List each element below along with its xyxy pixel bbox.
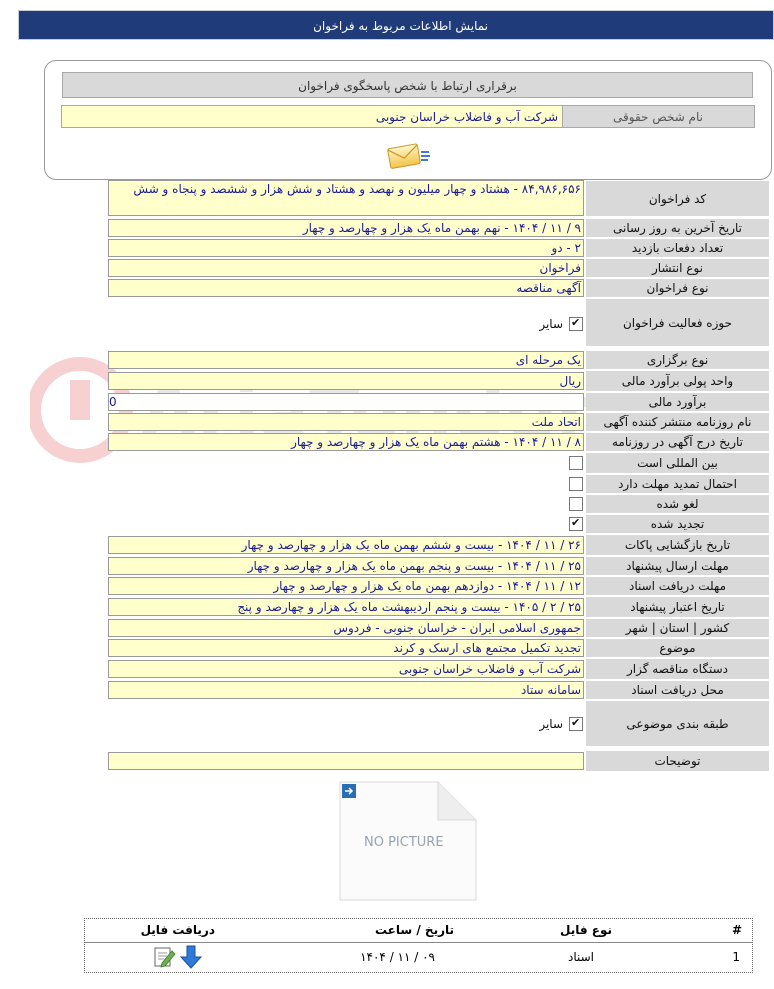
row-last-update bbox=[108, 218, 769, 238]
location-value: جمهوری اسلامی ایران - خراسان جنوبی - فردوس bbox=[108, 619, 584, 637]
row-extension bbox=[108, 474, 769, 494]
newspaper-label: نام روزنامه منتشر کننده آگهی bbox=[586, 413, 769, 432]
row-publish-type bbox=[108, 258, 769, 278]
row-documents-place bbox=[108, 680, 769, 700]
files-header-download: دریافت فایل bbox=[140, 923, 215, 937]
row-proposal-validity bbox=[108, 596, 769, 618]
visits-value: ۲ - دو bbox=[108, 239, 584, 257]
envelope-opening-label: تاریخ بازگشایی پاکات bbox=[586, 535, 769, 556]
proposal-validity-label: تاریخ اعتبار پیشنهاد bbox=[586, 597, 769, 618]
newspaper-value: اتحاد ملت bbox=[108, 413, 584, 431]
row-location bbox=[108, 618, 769, 638]
documents-place-label: محل دریافت اسناد bbox=[586, 681, 769, 700]
table-row bbox=[85, 943, 752, 973]
proposal-validity-value: ۲۵ / ۲ / ۱۴۰۵ - بیست و پنجم اردیبهشت ماه یک هزار و چهارصد و پنج bbox=[108, 598, 584, 616]
files-header-datetime: تاریخ / ساعت bbox=[374, 923, 454, 937]
publish-type-value: فراخوان bbox=[108, 259, 584, 277]
row-category bbox=[108, 700, 769, 748]
legal-person-label: نام شخص حقوقی bbox=[561, 105, 755, 128]
category-checkbox[interactable] bbox=[569, 717, 583, 731]
row-activity-scope bbox=[108, 298, 769, 348]
files-header-type: نوع فایل bbox=[560, 923, 612, 937]
page-title: نمایش اطلاعات مربوط به فراخوان bbox=[313, 19, 488, 33]
file-type: اسناد bbox=[567, 950, 594, 964]
organizer-value: شرکت آب و فاضلاب خراسان جنوبی bbox=[108, 660, 584, 678]
contact-heading[interactable]: برقراری ارتباط با شخص پاسخگوی فراخوان bbox=[62, 72, 753, 98]
row-submission-deadline bbox=[108, 556, 769, 576]
submission-deadline-label: مهلت ارسال پیشنهاد bbox=[586, 557, 769, 576]
description-label: توضیحات bbox=[586, 751, 769, 772]
cancelled-checkbox[interactable] bbox=[569, 497, 583, 511]
row-envelope-opening bbox=[108, 534, 769, 556]
row-cancelled bbox=[108, 494, 769, 514]
newspaper-date-value: ۸ / ۱۱ / ۱۴۰۴ - هشتم بهمن ماه یک هزار و چهارصد و چهار bbox=[108, 433, 584, 451]
documents-deadline-value: ۱۲ / ۱۱ / ۱۴۰۴ - دوازدهم بهمن ماه یک هزار و چهارصد و چهار bbox=[108, 577, 584, 595]
location-label: کشور | استان | شهر bbox=[586, 619, 769, 638]
extension-label: احتمال تمدید مهلت دارد bbox=[586, 475, 769, 494]
legal-person-value: شرکت آب و فاضلاب خراسان جنوبی bbox=[61, 105, 563, 128]
submission-deadline-value: ۲۵ / ۱۱ / ۱۴۰۴ - بیست و پنجم بهمن ماه یک هزار و چهارصد و چهار bbox=[108, 557, 584, 575]
row-estimate bbox=[108, 392, 769, 412]
cancelled-label: لغو شده bbox=[586, 495, 769, 514]
activity-scope-label: حوزه فعالیت فراخوان bbox=[586, 299, 769, 347]
estimate-value: 0 bbox=[108, 393, 584, 411]
row-international bbox=[108, 452, 769, 474]
no-picture-text: NO PICTURE bbox=[364, 835, 444, 850]
publish-type-label: نوع انتشار bbox=[586, 259, 769, 278]
row-newspaper-date bbox=[108, 432, 769, 452]
documents-deadline-label: مهلت دریافت اسناد bbox=[586, 577, 769, 596]
edit-document-icon[interactable] bbox=[152, 945, 176, 969]
last-update-value: ۹ / ۱۱ / ۱۴۰۴ - نهم بهمن ماه یک هزار و چهارصد و چهار bbox=[108, 219, 584, 237]
row-currency bbox=[108, 370, 769, 392]
files-header-index: # bbox=[731, 923, 742, 937]
call-type-value: آگهی مناقصه bbox=[108, 279, 584, 297]
row-visits bbox=[108, 238, 769, 258]
activity-scope-checkbox[interactable] bbox=[569, 317, 583, 331]
row-renewed bbox=[108, 514, 769, 534]
international-checkbox[interactable] bbox=[569, 456, 583, 470]
extension-checkbox[interactable] bbox=[569, 477, 583, 491]
envelope-opening-value: ۲۶ / ۱۱ / ۱۴۰۴ - بیست و ششم بهمن ماه یک هزار و چهارصد و چهار bbox=[108, 536, 584, 554]
holding-type-value: یک مرحله ای bbox=[108, 351, 584, 369]
documents-place-value: سامانه ستاد bbox=[108, 681, 584, 699]
row-organizer bbox=[108, 658, 769, 680]
description-value bbox=[108, 752, 584, 770]
currency-value: ریال bbox=[108, 372, 584, 390]
currency-label: واحد پولی برآورد مالی bbox=[586, 371, 769, 392]
file-datetime: ۰۹ / ۱۱ / ۱۴۰۴ bbox=[360, 950, 435, 964]
code-value: ۸۴,۹۸۶,۶۵۶ - هشتاد و چهار میلیون و نهصد و هشتاد و شش هزار و ششصد و پنجاه و شش bbox=[108, 180, 584, 216]
row-call-type bbox=[108, 278, 769, 298]
files-table bbox=[84, 918, 753, 973]
subject-label: موضوع bbox=[586, 639, 769, 658]
holding-type-label: نوع برگزاری bbox=[586, 351, 769, 370]
category-option: سایر bbox=[539, 717, 563, 731]
row-subject bbox=[108, 638, 769, 658]
row-holding-type bbox=[108, 350, 769, 370]
renewed-checkbox[interactable] bbox=[569, 517, 583, 531]
renewed-label: تجدید شده bbox=[586, 515, 769, 534]
code-label: کد فراخوان bbox=[586, 181, 769, 217]
file-index: 1 bbox=[732, 950, 740, 964]
contact-panel bbox=[44, 60, 772, 180]
estimate-label: برآورد مالی bbox=[586, 393, 769, 412]
international-label: بین المللی است bbox=[586, 453, 769, 474]
subject-value: تجدید تکمیل مجتمع های ارسک و کرند bbox=[108, 639, 584, 657]
row-code bbox=[108, 180, 769, 218]
download-arrow-icon[interactable] bbox=[178, 944, 204, 970]
page-title-bar bbox=[18, 10, 774, 40]
row-description bbox=[108, 750, 769, 772]
category-label: طبقه بندی موضوعی bbox=[586, 701, 769, 747]
organizer-label: دستگاه مناقصه گزار bbox=[586, 659, 769, 680]
no-picture-image bbox=[338, 780, 478, 902]
call-type-label: نوع فراخوان bbox=[586, 279, 769, 298]
visits-label: تعداد دفعات بازدید bbox=[586, 239, 769, 258]
row-documents-deadline bbox=[108, 576, 769, 596]
newspaper-date-label: تاریخ درج آگهی در روزنامه bbox=[586, 433, 769, 452]
row-newspaper bbox=[108, 412, 769, 432]
files-table-header bbox=[85, 919, 752, 943]
envelope-icon[interactable] bbox=[385, 139, 433, 173]
activity-scope-option: سایر bbox=[539, 317, 563, 331]
last-update-label: تاریخ آخرین به روز رسانی bbox=[586, 219, 769, 238]
